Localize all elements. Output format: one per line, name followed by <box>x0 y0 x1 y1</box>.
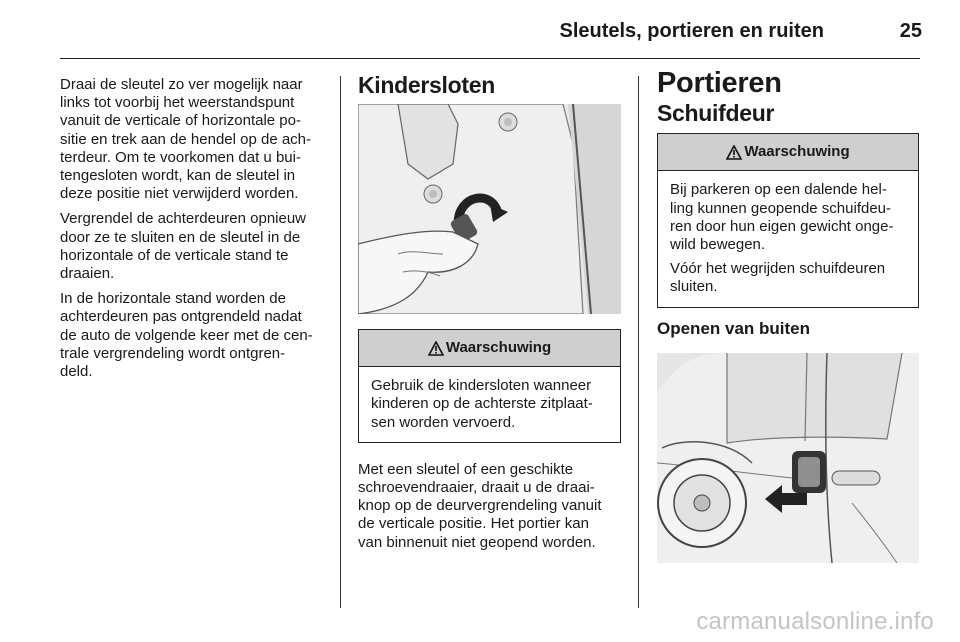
warning-header <box>658 134 918 171</box>
sliding-door-illustration <box>657 353 919 563</box>
page-header-title: Sleutels, portieren en ruiten <box>559 20 824 42</box>
warning-box-child-locks <box>358 329 621 443</box>
section-heading-portieren: Portieren <box>657 67 782 99</box>
subheading-openen-van-buiten: Openen van buiten <box>657 318 811 338</box>
middle-column <box>358 72 626 559</box>
warning-header <box>359 330 620 367</box>
header-divider <box>60 58 920 59</box>
column-divider-right <box>638 76 639 608</box>
paragraph-unlock-rear-door: Draai de sleutel zo ver mogelijk naar links tot voorbij het weerstandspunt vanuit de verticale of horizontale po- sitie en trek aan de hendel op de ach- terdeur. Om te voorkomen dat u bui- tengesloten wordt, kan de sleutel in deze positie niet verwijderd worden. <box>60 76 312 203</box>
paragraph-relock-rear-doors: Vergrendel de achterdeuren opnieuw door ze te sluiten en de sleutel in de horizontale of de verticale stand te draaien. <box>60 210 307 283</box>
right-column <box>657 67 925 563</box>
paragraph-child-lock-operation: Met een sleutel of een geschikte schroevendraaier, draait u de draai- knop op de deurvergrendeling vanuit de verticale positie. Het portier kan van binnenuit niet geopend worden. <box>358 460 602 551</box>
warning-body: Gebruik de kindersloten wanneer kinderen op de achterste zitplaat- sen worden vervoerd. <box>371 377 593 431</box>
sliding-door-drawing <box>657 353 919 563</box>
child-lock-drawing <box>358 104 621 314</box>
warning-box-sliding-door <box>657 133 919 307</box>
child-lock-illustration <box>358 104 621 314</box>
warning-body: Bij parkeren op een dalende hel- ling kunnen geopende schuifdeu- ren door hun eigen gewicht onge- wild bewegen. Vóór het wegrijden schuifdeuren sluiten. <box>670 181 894 296</box>
warning-triangle-icon <box>428 341 444 356</box>
warning-title: Waarschuwing <box>744 143 850 161</box>
paragraph-horizontal-position: In de horizontale stand worden de achterdeuren pas ontgrendeld nadat de auto de volgende keer met de cen- trale vergrendeling wordt ontgren- deld. <box>60 290 313 381</box>
page-number: 25 <box>899 20 922 42</box>
left-column <box>60 76 330 388</box>
column-divider-left <box>340 76 341 608</box>
warning-title: Waarschuwing <box>445 339 552 357</box>
watermark: carmanualsonline.info <box>696 608 934 635</box>
subheading-schuifdeur: Schuifdeur <box>657 100 775 127</box>
warning-triangle-icon <box>726 145 742 160</box>
section-heading-kindersloten: Kindersloten <box>358 72 495 98</box>
